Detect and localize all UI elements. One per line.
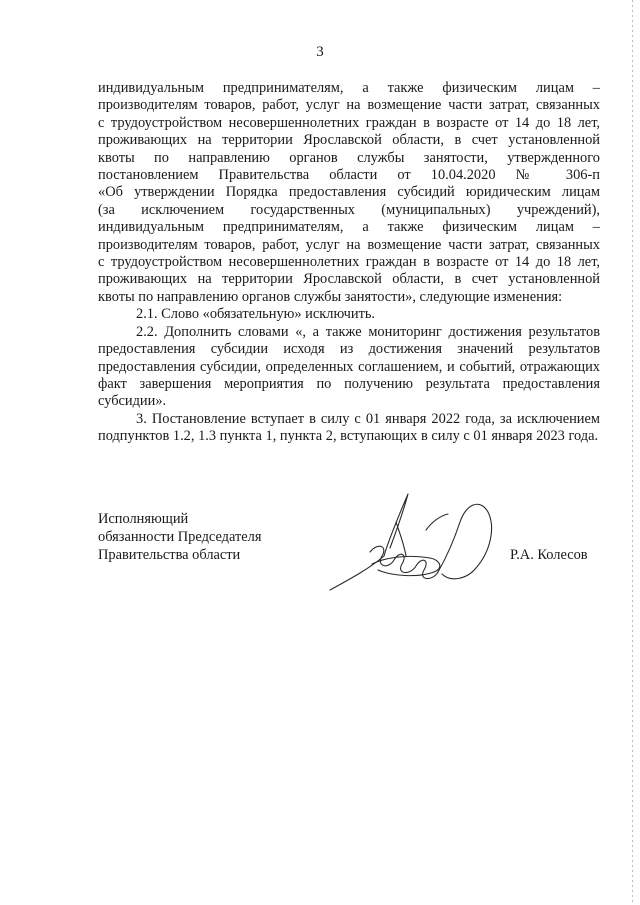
scan-edge bbox=[632, 0, 633, 905]
handwritten-signature bbox=[322, 482, 502, 597]
text-line: производителям товаров, работ, услуг на возмещение части затрат, связанных bbox=[98, 97, 600, 114]
signer-title-line: обязанности Председателя bbox=[98, 529, 262, 545]
paragraph-continuation bbox=[98, 80, 600, 306]
text-line: производителям товаров, работ, услуг на возмещение части затрат, связанных bbox=[98, 236, 600, 253]
paragraph-item-2-1: 2.1. Слово «обязательную» исключить. bbox=[136, 306, 376, 323]
paragraph-item-3: 3. Постановление вступает в силу с 01 января 2022 года, за исключением подпунктов 1.2, 1.3 пункта 1, пункта 2, вступающих в силу с 01 января 2023 года. bbox=[98, 410, 600, 445]
text-line: проживающих на территории Ярославской области, в счет установленной bbox=[98, 132, 600, 149]
text-line: с трудоустройством несовершеннолетних граждан в возрасте от 14 до 18 лет, bbox=[98, 114, 600, 131]
text-line: (за исключением государственных (муниципальных) учреждений), bbox=[98, 201, 600, 218]
text-line: квоты по направлению органов службы занятости, утвержденного bbox=[98, 149, 600, 166]
page-number: 3 bbox=[316, 44, 324, 60]
document-body bbox=[98, 80, 600, 446]
text-line: с трудоустройством несовершеннолетних граждан в возрасте от 14 до 18 лет, bbox=[98, 254, 600, 271]
text-line: «Об утверждении Порядка предоставления субсидий юридическим лицам bbox=[98, 184, 600, 201]
text-line: индивидуальным предпринимателям, а также физическим лицам – bbox=[98, 219, 600, 236]
paragraph-item-2-2: 2.2. Дополнить словами «, а также мониторинг достижения результатов предоставления субсидии исходя из достижения значений результатов предоставления субсидии, определенных соглашением, и событий, отражающих факт завершения мероприятия по получению результата предоставления субсидии». bbox=[98, 323, 600, 410]
text-line: постановлением Правительства области от 10.04.2020 № 306-п bbox=[98, 167, 600, 184]
signer-name: Р.А. Колесов bbox=[510, 547, 588, 563]
signer-title-line: Правительства области bbox=[98, 547, 241, 563]
text-line: проживающих на территории Ярославской области, в счет установленной bbox=[98, 271, 600, 288]
text-line: квоты по направлению органов службы занятости», следующие изменения: bbox=[98, 288, 563, 305]
signer-title-line: Исполняющий bbox=[98, 511, 189, 527]
signer-title bbox=[98, 510, 261, 564]
text-line: индивидуальным предпринимателям, а также физическим лицам – bbox=[98, 80, 600, 96]
